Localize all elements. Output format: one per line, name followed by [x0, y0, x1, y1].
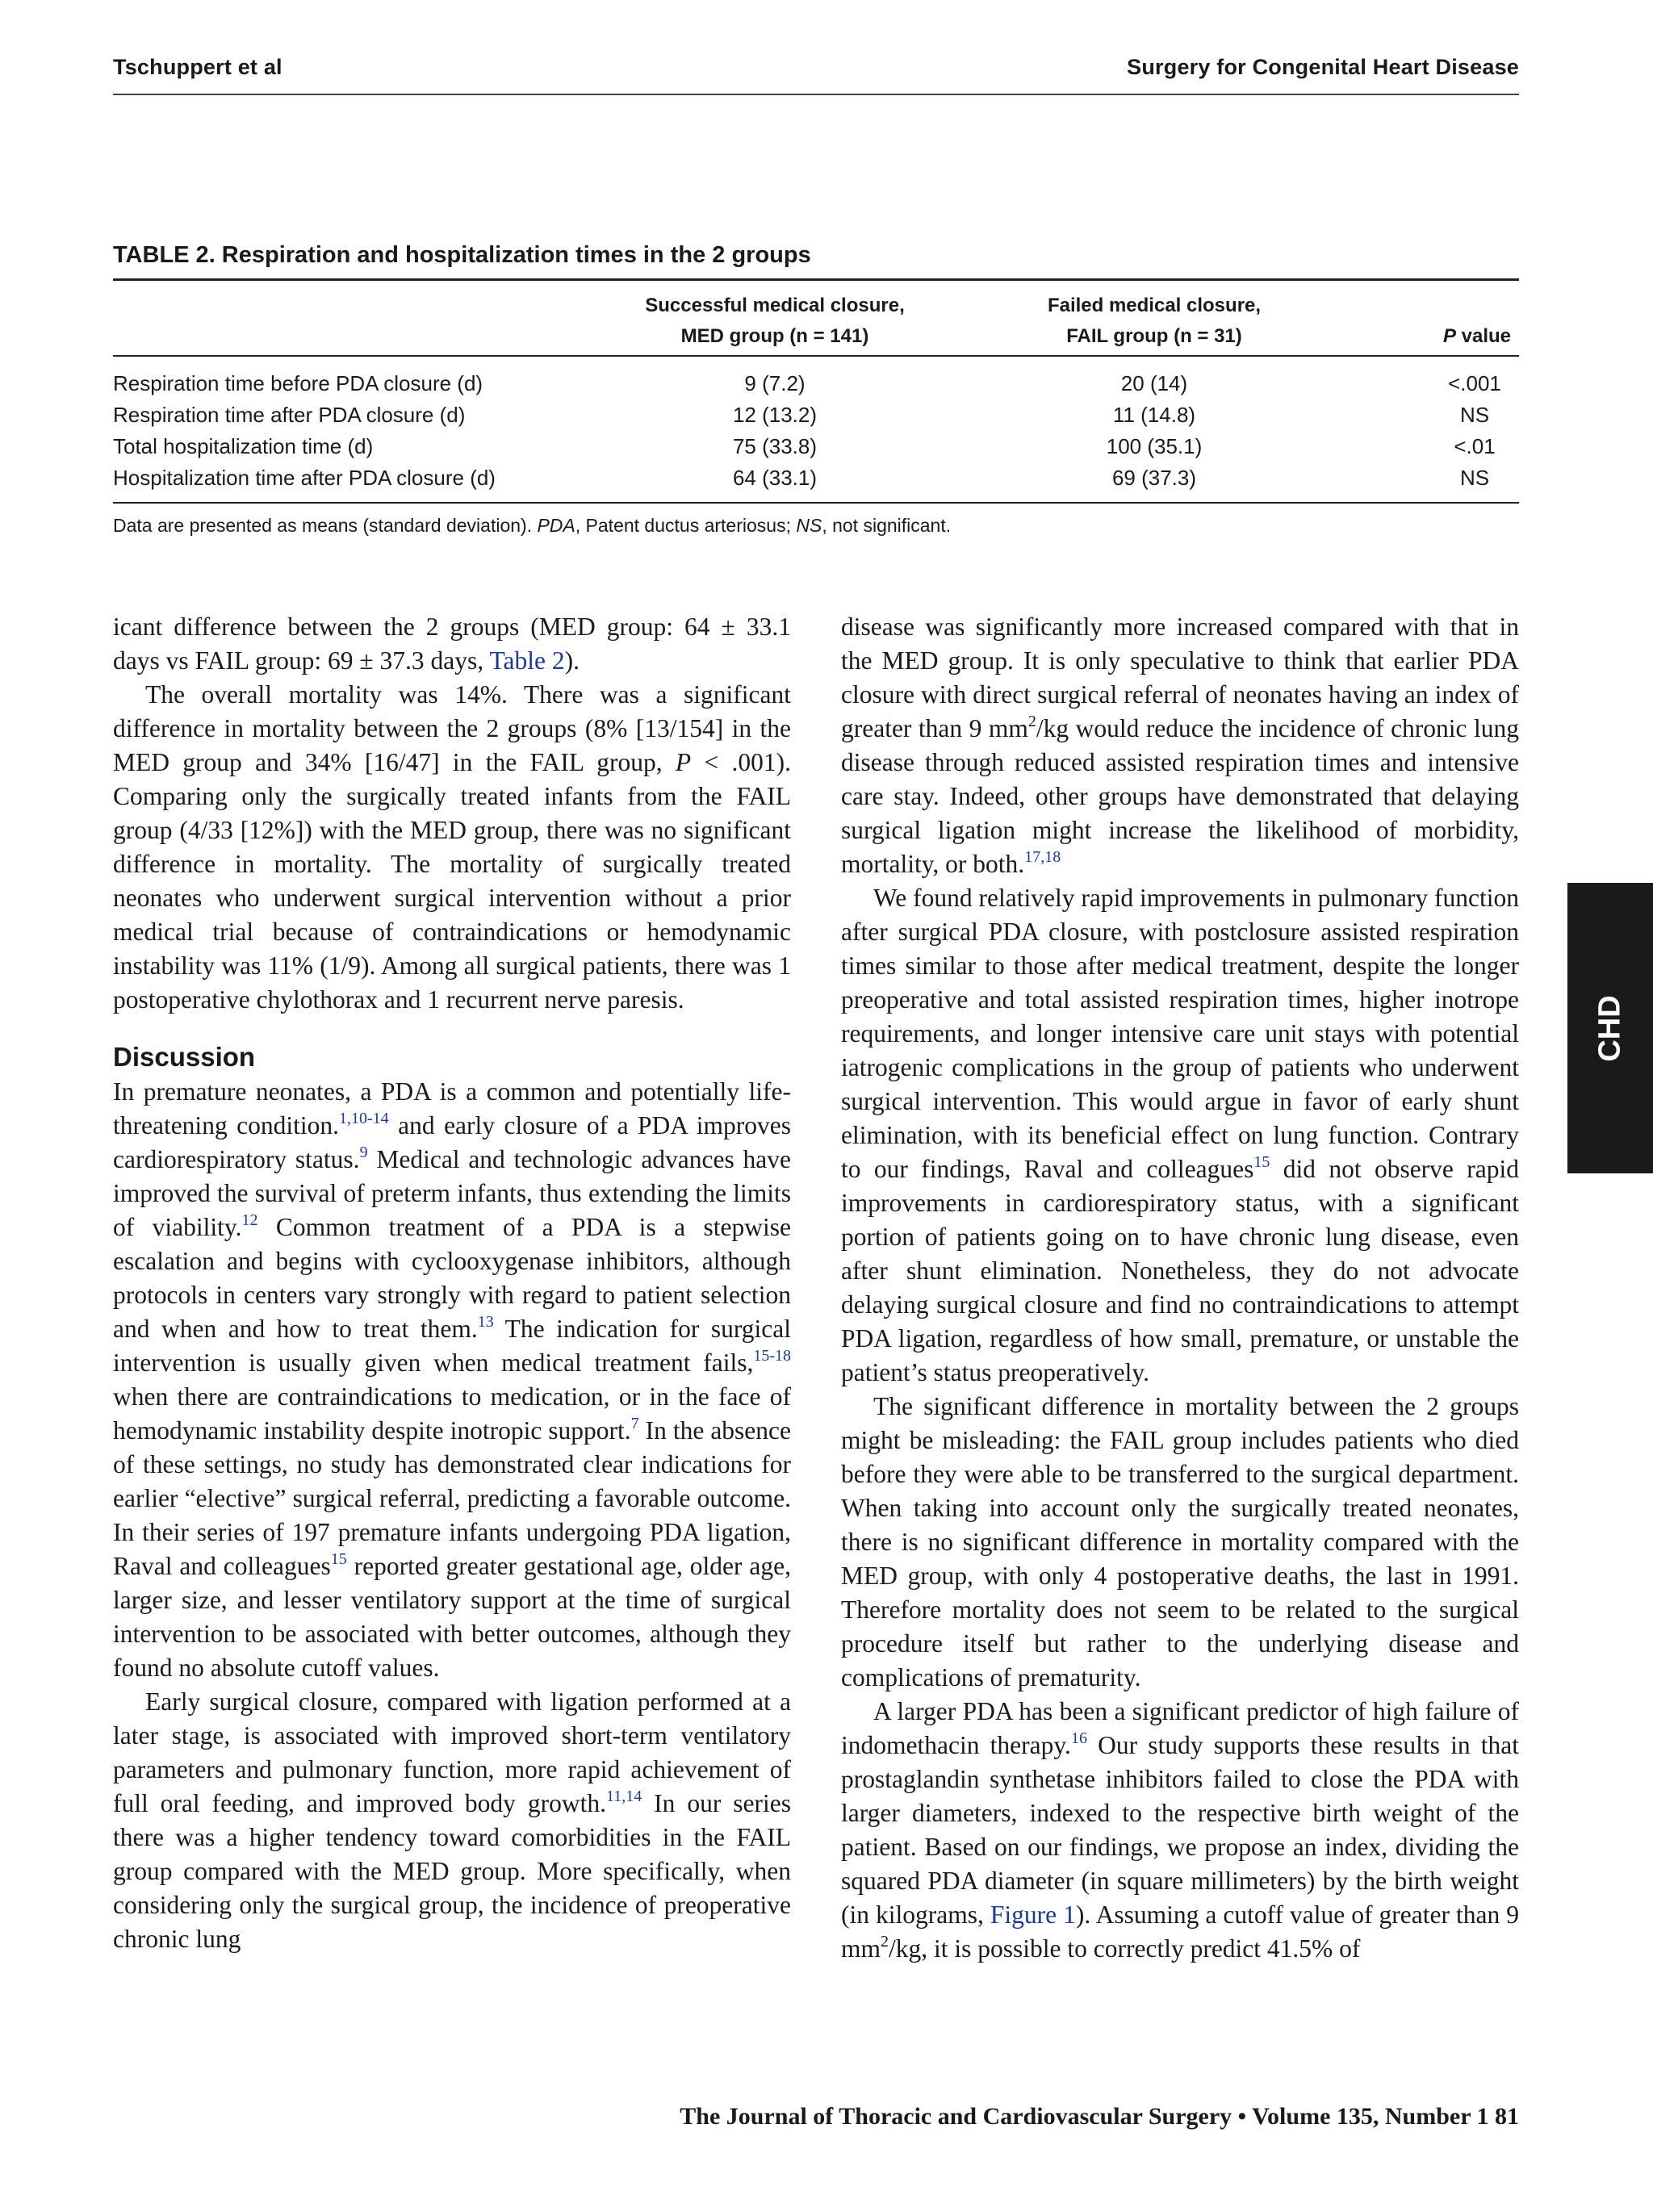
paragraph	[113, 1685, 791, 1956]
paragraph-text: In our series there was a higher tendency toward comorbidities in the FAIL group compared with the MED group. More specifically, when considering only the surgical group, the incidence of preoperative chronic lung	[113, 1789, 792, 1953]
footnote-text: , Patent ductus arteriosus;	[575, 515, 797, 536]
paragraph-text: when there are contraindications to medication, or in the face of hemodynamic instability despite inotropic support.	[113, 1382, 791, 1445]
row-label: Total hospitalization time (d)	[113, 434, 374, 458]
citation-ref[interactable]: 15	[330, 1550, 347, 1568]
row-p-value: <.01	[1454, 434, 1496, 458]
paragraph-text: ).	[564, 646, 580, 675]
row-fail-value: 69 (37.3)	[944, 462, 1364, 503]
paragraph-text: < .001). Comparing only the surgically treated infants from the FAIL group (4/33 [12%]) with the MED group, there was no significant difference in mortality. The mortality of surgically treated neonates who underwent surgical intervention without a prior medical trial because of contraindications or hemodynamic instability was 11% (1/9). Among all surgical patients, there was 1 postoperative chylothorax and 1 recurrent nerve paresis.	[113, 748, 791, 1014]
row-label: Respiration time after PDA closure (d)	[113, 403, 466, 427]
table-row	[113, 462, 1519, 503]
superscript-exponent: 2	[881, 1933, 889, 1951]
paragraph-text: Our study supports these results in that prostaglandin synthetase inhibitors failed to close the PDA with larger diameters, indexed to the respective birth weight of the patient. Based on our findings, we propose an index, dividing the squared PDA diameter (in square millimeters) by the birth weight (in kilograms,	[841, 1731, 1519, 1929]
paragraph-text: We found relatively rapid improvements in pulmonary function after surgical PDA closure, with postclosure assisted respiration times similar to those after medical treatment, despite the longer preoperative and total assisted respiration times, higher inotrope requirements, and longer intensive care unit stays with potential iatrogenic complications in the group of patients who underwent surgical intervention. This would argue in favor of early shunt elimination, with its beneficial effect on lung function. Contrary to our findings, Raval and colleagues	[841, 884, 1519, 1183]
row-p-cell	[1364, 462, 1519, 503]
paragraph	[841, 610, 1519, 881]
row-label: Respiration time before PDA closure (d)	[113, 371, 483, 395]
citation-ref[interactable]: 7	[630, 1415, 639, 1432]
row-med-value: 12 (13.2)	[732, 403, 818, 427]
paragraph-text: The overall mortality was 14%. There was a significant difference in mortality between the 2 groups (8% [13/154] in the MED group and 34% [16/47] in the FAIL group,	[113, 680, 791, 776]
paragraph-text: /kg would reduce the incidence of chronic lung disease through reduced assisted respiration times and intensive care stay. Indeed, other groups have demonstrated that delaying surgical ligation might increase the likelihood of morbidity, mortality, or both.	[841, 714, 1519, 878]
citation-ref[interactable]: 1,10-14	[339, 1110, 389, 1127]
citation-ref[interactable]: 16	[1070, 1729, 1087, 1747]
table-2-link[interactable]: Table 2	[489, 646, 565, 675]
journal-footer: The Journal of Thoracic and Cardiovascular Surgery • Volume 135, Number 1 81	[680, 2103, 1519, 2130]
footnote-abbr-pda: PDA	[537, 515, 575, 536]
row-fail-value: 11 (14.8)	[1112, 403, 1196, 427]
running-head	[113, 55, 1519, 95]
citation-ref[interactable]: 15-18	[753, 1347, 791, 1365]
data-table	[113, 281, 1519, 504]
left-column	[113, 610, 791, 1956]
row-p-value: NS	[1459, 403, 1490, 427]
table-header-row	[113, 281, 1519, 356]
paragraph-text: Medical and technologic advances have improved the survival of preterm infants, thus extending the limits of viability.	[113, 1145, 791, 1241]
header-fail-group	[944, 281, 1364, 356]
paragraph-text: The indication for surgical intervention is usually given when medical treatment fails,	[113, 1315, 791, 1377]
row-p-cell	[1364, 356, 1519, 399]
paragraph-text: did not observe rapid improvements in cardiorespiratory status, with a significant portion of patients going on to have chronic lung disease, even after shunt elimination. Nonetheless, they do not advocate delaying surgical closure and find no contraindications to attempt PDA ligation, regardless of how small, premature, or unstable the patient’s status preoperatively.	[841, 1155, 1519, 1386]
table-row	[113, 431, 1519, 462]
citation-ref[interactable]: 17,18	[1024, 848, 1061, 866]
paragraph-text: and early closure of a PDA improves cardiorespiratory status.	[113, 1111, 791, 1173]
footnote-text: , not significant.	[822, 515, 952, 536]
paragraph-text: icant difference between the 2 groups (MED group: 64 ± 33.1 days vs FAIL group: 69 ± 37.3 days,	[113, 613, 791, 675]
p-symbol: P	[675, 748, 692, 776]
paragraph-text: A larger PDA has been a significant predictor of high failure of indomethacin therapy.	[841, 1697, 1519, 1759]
table-footnote	[113, 515, 1519, 537]
paragraph-text: /kg, it is possible to correctly predict 41.5% of	[889, 1934, 1361, 1963]
citation-ref[interactable]: 11,14	[605, 1788, 642, 1805]
paragraph-text: disease was significantly more increased compared with that in the MED group. It is only speculative to think that earlier PDA closure with direct surgical referral of neonates having an index of greater than 9 mm	[841, 613, 1519, 742]
paragraph	[841, 881, 1519, 1390]
running-head-authors: Tschuppert et al	[113, 55, 282, 79]
figure-1-link[interactable]: Figure 1	[990, 1900, 1076, 1929]
row-p-value: NS	[1459, 466, 1490, 490]
row-med-value: 9 (7.2)	[744, 371, 806, 395]
section-tab	[1567, 883, 1653, 1173]
discussion-heading: Discussion	[113, 1042, 256, 1072]
row-p-cell	[1364, 431, 1519, 462]
header-p-rest: value	[1455, 325, 1511, 347]
running-head-section: Surgery for Congenital Heart Disease	[1127, 55, 1519, 79]
citation-ref[interactable]: 15	[1253, 1153, 1270, 1171]
table-title: TABLE 2. Respiration and hospitalization times in the 2 groups	[113, 242, 1519, 281]
row-p-value: <.001	[1448, 371, 1501, 395]
paragraph-text: Early surgical closure, compared with ligation performed at a later stage, is associated with improved short-term ventilatory parameters and pulmonary function, more rapid achievement of full oral feeding, and improved body growth.	[113, 1687, 791, 1817]
table-row	[113, 399, 1519, 431]
footnote-abbr-ns: NS	[796, 515, 822, 536]
header-fail-line2: FAIL group (n = 31)	[1066, 325, 1242, 347]
row-label: Hospitalization time after PDA closure (d)	[113, 462, 605, 503]
header-med-group	[605, 281, 944, 356]
header-fail-line1: Failed medical closure,	[1047, 295, 1262, 316]
row-med-value: 75 (33.8)	[732, 434, 818, 458]
table-row	[113, 356, 1519, 399]
citation-ref[interactable]: 12	[241, 1211, 258, 1229]
citation-ref[interactable]: 13	[477, 1313, 494, 1331]
paragraph	[113, 610, 791, 678]
row-p-cell	[1364, 399, 1519, 431]
paragraph: The significant difference in mortality between the 2 groups might be misleading: the FAIL group includes patients who died before they were able to be transferred to the surgical department. When taking into account only the surgically treated neonates, there is no significant difference in mortality compared with the MED group, with only 4 postoperative deaths, the last in 1991. Therefore mortality does not seem to be related to the surgical procedure itself but rather to the underlying disease and complications of prematurity.	[841, 1392, 1519, 1691]
paragraph	[841, 1695, 1519, 1966]
header-p-italic: P	[1442, 325, 1456, 347]
paragraph-text: reported greater gestational age, older age, larger size, and lesser ventilatory support at the time of surgical intervention to be associated with better outcomes, although they found no absolute cutoff values.	[113, 1552, 791, 1682]
superscript-exponent: 2	[1027, 713, 1036, 730]
footnote-text: Data are presented as means (standard deviation).	[113, 515, 538, 536]
header-med-line2: MED group (n = 141)	[680, 325, 869, 347]
header-med-line1: Successful medical closure,	[645, 295, 905, 316]
table-2	[113, 242, 1519, 537]
header-blank	[113, 281, 605, 356]
row-med-value: 64 (33.1)	[605, 462, 944, 503]
section-tab-label: CHD	[1592, 994, 1627, 1062]
citation-ref[interactable]: 9	[359, 1144, 368, 1161]
row-fail-value: 100 (35.1)	[1106, 434, 1203, 458]
paragraph	[113, 678, 791, 1017]
paragraph-text: In premature neonates, a PDA is a common and potentially life-threatening condition.	[113, 1077, 791, 1139]
row-fail-value: 20 (14)	[1120, 371, 1188, 395]
paragraph-text: Common treatment of a PDA is a stepwise escalation and begins with cyclooxygenase inhibitors, although protocols in centers vary strongly with regard to patient selection and when and how to treat them.	[113, 1213, 791, 1343]
paragraph	[113, 1075, 791, 1685]
right-column	[841, 610, 1519, 1966]
paragraph-text: In the absence of these settings, no study has demonstrated clear indications for earlier “elective” surgical referral, predicting a favorable outcome. In their series of 197 premature infants undergoing PDA ligation, Raval and colleagues	[113, 1416, 791, 1580]
paragraph-text: ). Assuming a cutoff value of greater than 9 mm	[841, 1900, 1519, 1963]
header-p-value	[1364, 281, 1519, 356]
